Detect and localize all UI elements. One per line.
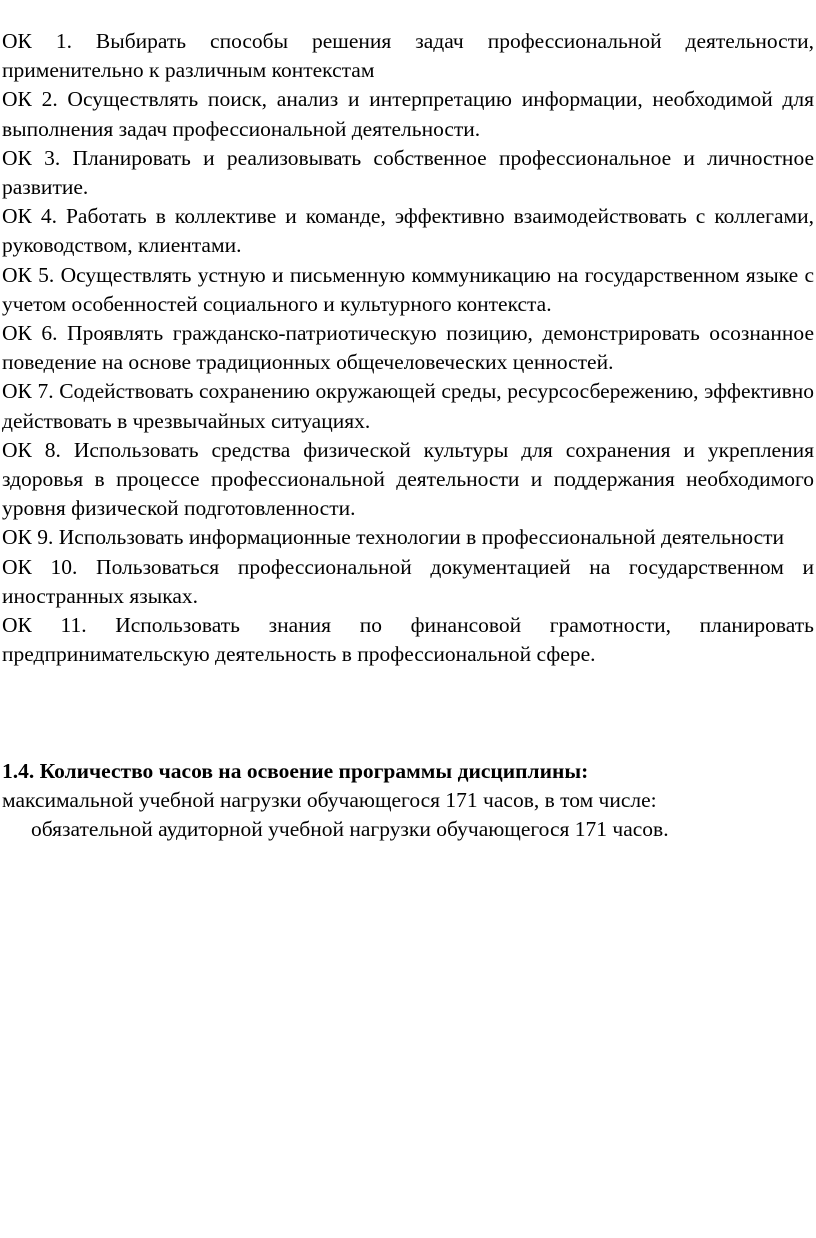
competencies-list [2, 27, 814, 669]
competency-ok-11: ОК 11. Использовать знания по финансовой грамотности, планировать предпринимательскую деятельность в профессиональной сфере. [2, 613, 814, 667]
competency-ok-6: ОК 6. Проявлять гражданско-патриотическую позицию, демонстрировать осознанное поведение на основе традиционных общечеловеческих ценностей. [2, 321, 814, 375]
competency-ok-8: ОК 8. Использовать средства физической культуры для сохранения и укрепления здоровья в процессе профессиональной деятельности и поддержания необходимого уровня физической подготовленности. [2, 437, 814, 521]
classroom-load-line: обязательной аудиторной учебной нагрузки обучающегося 171 часов. [31, 817, 669, 842]
competency-ok-1: ОК 1. Выбирать способы решения задач профессиональной деятельности, применительно к различным контекстам [2, 29, 814, 83]
section-heading: 1.4. Количество часов на освоение программы дисциплины: [2, 759, 589, 783]
competency-ok-10: ОК 10. Пользоваться профессиональной документацией на государственном и иностранных языках. [2, 554, 814, 608]
competency-ok-4: ОК 4. Работать в коллективе и команде, эффективно взаимодействовать с коллегами, руководством, клиентами. [2, 204, 814, 258]
competency-ok-7: ОК 7. Содействовать сохранению окружающей среды, ресурсосбережению, эффективно действовать в чрезвычайных ситуациях. [2, 379, 814, 433]
max-load-line: максимальной учебной нагрузки обучающегося 171 часов, в том числе: [2, 788, 657, 813]
competency-ok-3: ОК 3. Планировать и реализовывать собственное профессиональное и личностное развитие. [2, 145, 814, 200]
hours-section [2, 757, 814, 845]
competency-ok-5: ОК 5. Осуществлять устную и письменную коммуникацию на государственном языке с учетом особенностей социального и культурного контекста. [2, 262, 814, 316]
competency-ok-2: ОК 2. Осуществлять поиск, анализ и интерпретацию информации, необходимой для выполнения задач профессиональной деятельности. [2, 87, 814, 141]
competency-ok-9: ОК 9. Использовать информационные технологии в профессиональной деятельности [2, 525, 785, 550]
